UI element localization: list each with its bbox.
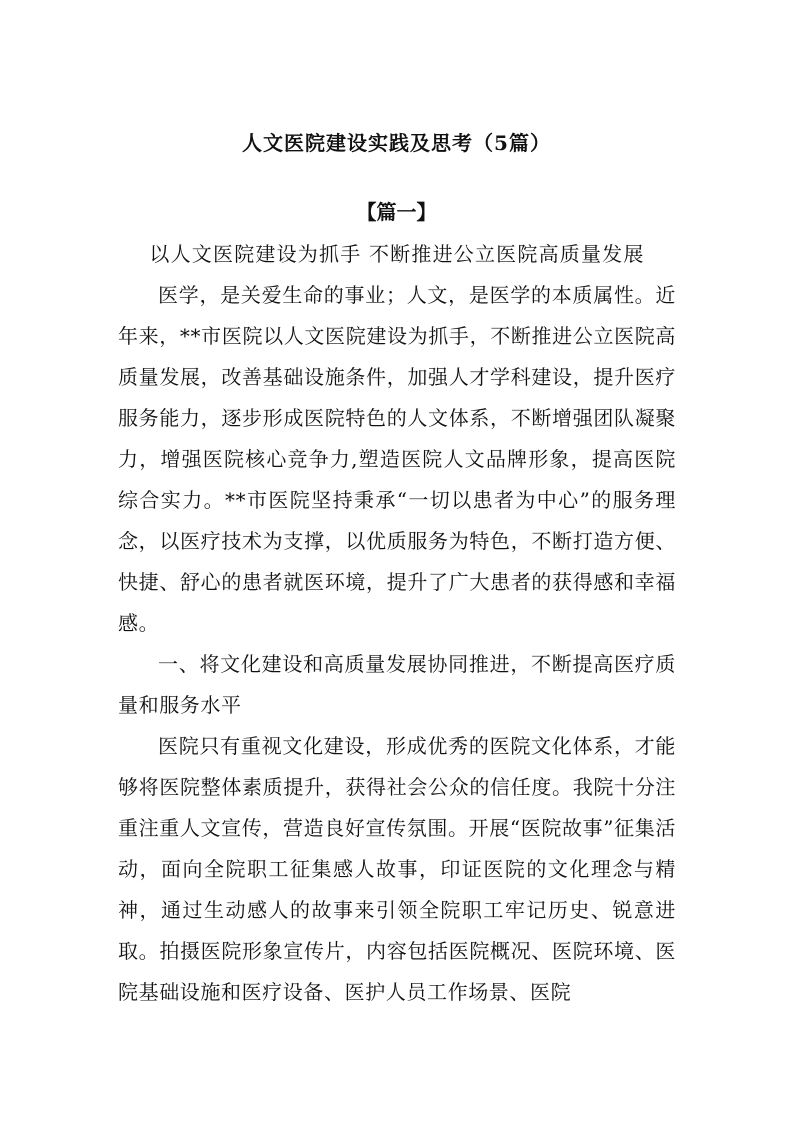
paragraph-heading-one: 一、将文化建设和高质量发展协同推进，不断提高医疗质量和服务水平 — [118, 652, 676, 717]
document-title: 人文医院建设实践及思考（5篇） — [242, 131, 551, 155]
section-label: 【篇一】 — [356, 200, 437, 224]
paragraph-culture: 医院只有重视文化建设，形成优秀的医院文化体系，才能够将医院整体素质提升，获得社会公众的信任度。我院十分注重注重人文宣传，营造良好宣传氛围。开展“医院故事”征集活动，面向全院职工征集感人故事，印证医院的文化理念与精神，通过生动感人的故事来引领全院职工牢记历史、锐意进取。拍摄医院形象宣传片，内容包括医院概况、医院环境、医院基础设施和医疗设备、医护人员工作场景、医院 — [118, 734, 676, 1004]
document-body — [118, 234, 676, 1013]
article-subtitle: 以人文医院建设为抓手 不断推进公立医院高质量发展 — [149, 242, 645, 266]
paragraph-intro: 医学，是关爱生命的事业；人文，是医学的本质属性。近年来，**市医院以人文医院建设为抓手，不断推进公立医院高质量发展，改善基础设施条件，加强人才学科建设，提升医疗服务能力，逐步形成医院特色的人文体系，不断增强团队凝聚力，增强医院核心竞争力,塑造医院人文品牌形象，提高医院综合实力。**市医院坚持秉承“一切以患者为中心”的服务理念，以医疗技术为支撑，以优质服务为特色，不断打造方便、快捷、舒心的患者就医环境，提升了广大患者的获得感和幸福感。 — [118, 283, 676, 635]
